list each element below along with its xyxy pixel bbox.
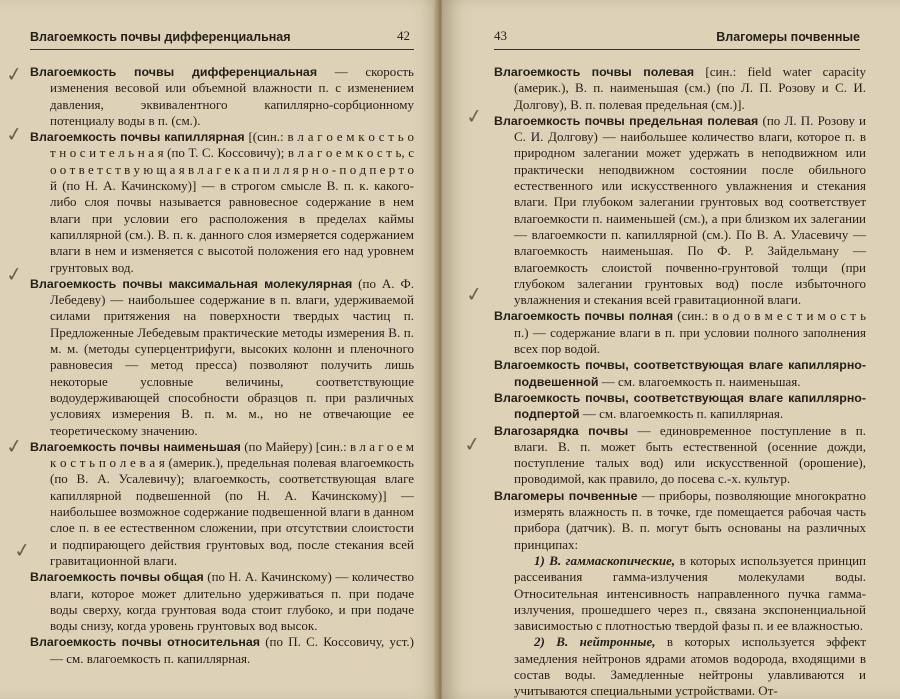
pencil-check-mark-icon: ✓ [4, 60, 25, 88]
dictionary-entry [30, 569, 414, 634]
dictionary-entry [30, 129, 414, 276]
pencil-check-mark-icon: ✓ [4, 260, 25, 288]
dictionary-entry [30, 439, 414, 569]
pencil-check-mark-icon: ✓ [4, 432, 25, 460]
item-text: в которых используется принцип рассеивания гамма-излучения молекулами воды. Относительная интенсивность направленного пучка гамма-излучения, прошедшего через п., связана экспоненциальной зависимостью с плотностью твердой фазы п. и ее влажностью. [514, 552, 867, 634]
dictionary-entry [494, 64, 866, 113]
entry-definition: — см. влагоемкость п. наименьшая. [598, 373, 801, 389]
right-header-rule [494, 49, 860, 50]
entry-definition: (по Н. А. Качинскому) — количество влаги, которое может длительно удерживаться п. при подаче воды сверху, когда грунтовая вода стоит глубоко, и при подаче воды снизу, когда уровень грунтовых вод высок. [50, 569, 414, 634]
right-running-header [494, 24, 860, 50]
left-page-number: 42 [397, 28, 410, 43]
right-page [442, 0, 900, 699]
numbered-item [494, 634, 866, 699]
item-title: 1) В. гаммаскопические, [534, 552, 676, 568]
entry-term: Влагоемкость почвы полевая [494, 65, 695, 79]
entry-term: Влагоемкость почвы общая [30, 570, 204, 585]
dictionary-entry [30, 634, 414, 667]
entry-term: Влагоемкость почвы наименьшая [30, 439, 241, 454]
entry-term: Влагоемкость почвы предельная полевая [494, 113, 759, 128]
entry-definition: (по Майеру) [син.: в л а г о е м к о с т ь п о л е в а я (америк.), предельная полевая влагоемкость (по В. А. Усалевичу); влагоемкость, соответствующая влаге капиллярной подвешенной (по Н. А. Качинскому)] — наибольшее возможное содержание подвешенной влаги в данном слое п. в ее естественном сложении, при отсутствии слоистости и подпирающего действия грунтовых вод, после стекания всей гравитационной влаги. [50, 438, 414, 568]
right-page-number: 43 [494, 28, 507, 43]
left-text-column [30, 64, 414, 667]
entry-definition: [(син.: в л а г о е м к о с т ь о т н о с и т е л ь н а я (по Т. С. Коссовичу); в л а г о е м к о с т ь, с о о т в е т с т в у ю щ а я в л а г е к а п и л л я р н о - п о д п е р т о й (по Н. А. Качинскому)] — в строгом смысле В. п. к. какого-либо слоя почвы называется равновесное содержание в нем влаги при условии его расположения в пределах каймы капиллярной (см.). В. п. к. данного слоя измеряется содержанием влаги в нем и изменяется с высотой положения его над уровнем грунтовых вод. [50, 129, 414, 275]
left-header-title: Влагоемкость почвы дифференциальная [30, 30, 291, 44]
right-header-title: Влагомеры почвенные [716, 30, 860, 44]
entry-definition: (по П. С. Коссовичу, уст.) — см. влагоемкость п. капиллярная. [50, 634, 414, 666]
pencil-check-mark-icon: ✓ [12, 536, 33, 564]
entry-term: Влагомеры почвенные [494, 488, 638, 503]
entry-definition: — скорость изменения весовой или объемной влажности п. с изменением давления, эквивалентного капиллярно-сорбционному потенциалу воды в п. (см.). [50, 64, 414, 128]
dictionary-entry [494, 390, 866, 423]
dictionary-entry [494, 357, 866, 390]
right-text-column [494, 64, 866, 699]
item-text: в которых используется эффект замедления нейтронов ядрами атомов водорода, входящими в состав воды. Замедленные нейтроны улавливаются и учитываются специальными устройствами. От- [514, 634, 866, 699]
entry-term: Влагоемкость почвы капиллярная [30, 130, 245, 145]
left-running-header [30, 24, 414, 50]
dictionary-entry [30, 64, 414, 129]
entry-term: Влагоемкость почвы полная [494, 309, 674, 324]
entry-term: Влагоемкость почвы, соответствующая влаге капиллярно-подвешенной [494, 358, 866, 389]
dictionary-entry [494, 308, 866, 357]
dictionary-entry [494, 488, 866, 553]
left-header-rule [30, 49, 414, 50]
entry-definition: (по Л. П. Розову и С. И. Долгову) — наибольшее количество влаги, которое п. в природном залегании может удержать в неподвижном или практически неподвижном состоянии после обильного естественного или искусственного увлажнения и стекания влаги. При глубоком залегании грунтовых вод соответствует влагоемкости п. наименьшей (см.), а при близком их залегании — влагоемкости п. капиллярной (см.). По В. А. Уласевичу — влагоемкость наименьшая. По Ф. Р. Зайдельману — влагоемкость слоистой почвенно-грунтовой толщи (при глубоком залегании грунтовых вод) после избыточного увлажнения и стекания всей гравитационной влаги. [514, 112, 866, 308]
item-title: 2) В. нейтронные, [534, 634, 656, 650]
entry-term: Влагоемкость почвы максимальная молекулярная [30, 276, 353, 291]
pencil-check-mark-icon: ✓ [4, 120, 25, 148]
entry-definition: [син.: field water capacity (америк.), В. п. наименьшая (см.) (по Л. П. Розову и С. И. Долгову), В. п. полевая предельная (см.)]. [514, 64, 866, 112]
entry-term: Влагоемкость почвы, соответствующая влаге капиллярно-подпертой [494, 390, 866, 422]
entry-term: Влагоемкость почвы относительная [30, 635, 260, 650]
entry-definition: — единовременное поступление в п. влаги. В. п. может быть естественной (осенние дожди, поступление талых вод) или искусственной (орошение), проводимой, как правило, до посева с.-х. культур. [514, 422, 867, 487]
dictionary-entry [494, 113, 866, 309]
dictionary-entry [30, 276, 414, 439]
entry-definition: (син.: в о д о в м е с т и м о с т ь п.) — содержание влаги в п. при условии полного заполнения всех пор водой. [514, 308, 867, 357]
left-page [0, 0, 442, 699]
pencil-check-mark-icon: ✓ [464, 102, 485, 130]
pencil-check-mark-icon: ✓ [462, 430, 483, 458]
entry-term: Влагоемкость почвы дифференциальная [30, 65, 318, 79]
dictionary-entry [494, 423, 866, 488]
entry-term: Влагозарядка почвы [494, 423, 629, 438]
entry-definition: (по А. Ф. Лебедеву) — наибольшее содержание в п. влаги, удерживаемой силами притяжения на поверхности твердых частиц п. Предложенные Лебедевым практические методы измерения В. п. м. м. (методы суперцентрифуги, высоких колонн и пленочного равновесия — метод пресса) позволяют получить лишь некоторые условные величины, соответствующие водоудерживающей способности образцов п. при различных условиях измерения В. п. м. м., но не отвечающие ее теоретическому значению. [50, 275, 414, 438]
numbered-item [494, 553, 866, 634]
entry-definition: — см. влагоемкость п. капиллярная. [579, 406, 784, 422]
pencil-check-mark-icon: ✓ [464, 280, 485, 308]
entry-definition: — приборы, позволяющие многократно измерять влажность п. в точке, где помещается рабочая часть прибора (датчик). В. п. могут быть основаны на различных принципах: [514, 487, 866, 552]
